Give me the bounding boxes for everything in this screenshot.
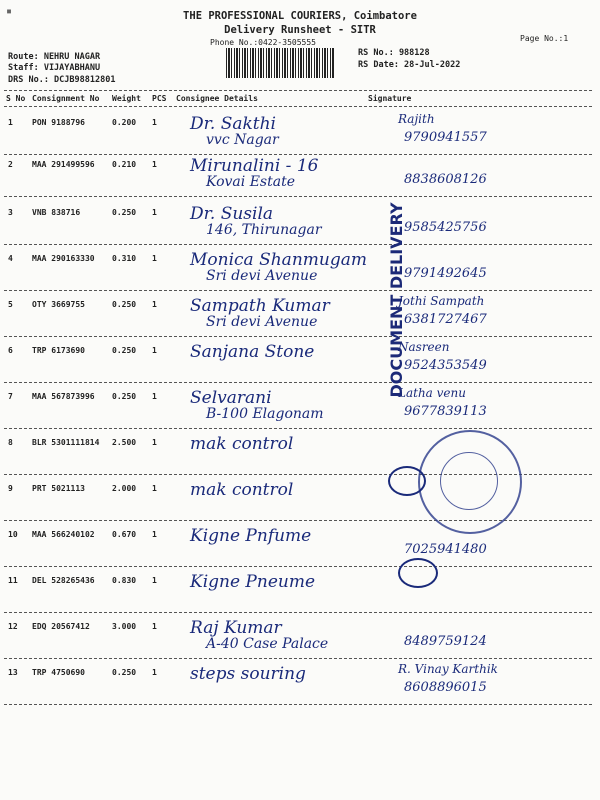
company-seal — [418, 430, 522, 534]
phone-handwritten: 9677839113 — [404, 404, 487, 419]
signature-handwritten: Rajith — [398, 112, 435, 126]
row-weight: 0.310 — [112, 254, 137, 263]
phone-handwritten: 9790941557 — [404, 130, 487, 145]
row-consignment-no: PRT 5021113 — [32, 484, 85, 493]
row-consignment-no: MAA 567873996 — [32, 392, 95, 401]
runsheet-title: Delivery Runsheet - SITR — [224, 24, 376, 36]
row-sno: 1 — [8, 118, 13, 127]
row-divider — [4, 154, 592, 155]
phone-handwritten: 9524353549 — [404, 358, 487, 373]
phone-handwritten: 7025941480 — [404, 542, 487, 557]
phone-handwritten: 9585425756 — [404, 220, 487, 235]
row-pcs: 1 — [152, 438, 157, 447]
row-divider — [4, 612, 592, 613]
rs-number: RS No.: 988128 — [358, 48, 430, 58]
row-divider — [4, 290, 592, 291]
row-pcs: 1 — [152, 668, 157, 677]
row-sno: 8 — [8, 438, 13, 447]
page-number: Page No.:1 — [520, 34, 569, 43]
barcode — [226, 48, 334, 78]
consignee-address-handwritten: A-40 Case Palace — [206, 636, 329, 652]
row-consignment-no: TRP 6173690 — [32, 346, 85, 355]
row-weight: 0.670 — [112, 530, 137, 539]
consignee-name-handwritten: Dr. Sakthi — [190, 114, 276, 134]
row-weight: 0.250 — [112, 346, 137, 355]
svg-text:DOCUMENT DELIVERY: DOCUMENT DELIVERY — [387, 202, 406, 398]
row-pcs: 1 — [152, 622, 157, 631]
consignee-address-handwritten: Sri devi Avenue — [206, 268, 318, 284]
consignee-address-handwritten: vvc Nagar — [206, 132, 279, 148]
consignee-name-handwritten: mak control — [190, 434, 294, 454]
row-sno: 9 — [8, 484, 13, 493]
consignee-name-handwritten: Kigne Pnfume — [190, 526, 312, 546]
signature-handwritten: R. Vinay Karthik — [398, 662, 498, 676]
consignee-name-handwritten: mak control — [190, 480, 294, 500]
row-weight: 0.830 — [112, 576, 137, 585]
row-consignment-no: MAA 566240102 — [32, 530, 95, 539]
header-rule-top — [4, 90, 592, 91]
col-consignee: Consignee Details — [176, 94, 258, 103]
consignee-address-handwritten: B-100 Elagonam — [206, 406, 324, 422]
row-sno: 13 — [8, 668, 18, 677]
phone-handwritten: 8608896015 — [404, 680, 487, 695]
drs-field: DRS No.: DCJB98812801 — [8, 75, 116, 85]
signature-handwritten: Latha venu — [398, 386, 466, 400]
col-pcs: PCS — [152, 94, 167, 103]
row-sno: 2 — [8, 160, 13, 169]
signature-handwritten: Jothi Sampath — [398, 294, 485, 308]
row-sno: 4 — [8, 254, 13, 263]
row-sno: 12 — [8, 622, 18, 631]
rs-date: RS Date: 28-Jul-2022 — [358, 60, 461, 70]
consignee-address-handwritten: Kovai Estate — [206, 174, 295, 190]
phone-handwritten: 6381727467 — [404, 312, 487, 327]
col-consignment: Consignment No — [32, 94, 100, 103]
row-divider — [4, 566, 592, 567]
row-consignment-no: MAA 291499596 — [32, 160, 95, 169]
col-signature: Signature — [368, 94, 412, 103]
consignee-name-handwritten: Mirunalini - 16 — [190, 156, 319, 176]
row-pcs: 1 — [152, 254, 157, 263]
row-divider — [4, 428, 592, 429]
row-pcs: 1 — [152, 300, 157, 309]
row-divider — [4, 244, 592, 245]
row-sno: 7 — [8, 392, 13, 401]
row-sno: 10 — [8, 530, 18, 539]
row-weight: 2.000 — [112, 484, 137, 493]
row-weight: 0.250 — [112, 392, 137, 401]
row-pcs: 1 — [152, 530, 157, 539]
row-pcs: 1 — [152, 392, 157, 401]
consignee-name-handwritten: Selvarani — [190, 388, 272, 408]
route-field: Route: NEHRU NAGAR — [8, 52, 101, 62]
corner-mark: ▪ — [6, 6, 13, 17]
phone-number: Phone No.:0422-3505555 — [210, 38, 316, 47]
row-sno: 3 — [8, 208, 13, 217]
row-pcs: 1 — [152, 160, 157, 169]
signature-handwritten: Nasreen — [398, 340, 450, 354]
consignee-name-handwritten: Dr. Susila — [190, 204, 274, 224]
row-pcs: 1 — [152, 118, 157, 127]
row-divider — [4, 336, 592, 337]
row-sno: 5 — [8, 300, 13, 309]
row-weight: 0.210 — [112, 160, 137, 169]
consignee-name-handwritten: Monica Shanmugam — [190, 250, 367, 270]
row-pcs: 1 — [152, 346, 157, 355]
consignee-address-handwritten: Sri devi Avenue — [206, 314, 318, 330]
consignee-name-handwritten: Kigne Pneume — [190, 572, 316, 592]
phone-handwritten: 8838608126 — [404, 172, 487, 187]
row-consignment-no: OTY 3669755 — [32, 300, 85, 309]
row-divider — [4, 658, 592, 659]
header-rule-bottom — [4, 106, 592, 107]
row-sno: 11 — [8, 576, 18, 585]
row-consignment-no: BLR 5301111814 — [32, 438, 100, 447]
row-consignment-no: EDQ 20567412 — [32, 622, 90, 631]
row-weight: 0.200 — [112, 118, 137, 127]
phone-handwritten: 9791492645 — [404, 266, 487, 281]
sign-circle-1 — [388, 466, 426, 496]
row-pcs: 1 — [152, 484, 157, 493]
row-weight: 3.000 — [112, 622, 137, 631]
phone-handwritten: 8489759124 — [404, 634, 487, 649]
row-consignment-no: TRP 4750690 — [32, 668, 85, 677]
consignee-name-handwritten: Raj Kumar — [190, 618, 282, 638]
row-consignment-no: DEL 528265436 — [32, 576, 95, 585]
row-weight: 2.500 — [112, 438, 137, 447]
col-sno: S No — [6, 94, 26, 103]
row-consignment-no: MAA 290163330 — [32, 254, 95, 263]
consignee-address-handwritten: 146, Thirunagar — [206, 222, 322, 238]
sign-circle-2 — [398, 558, 438, 588]
staff-field: Staff: VIJAYABHANU — [8, 63, 101, 73]
document-delivery-stamp — [382, 200, 422, 400]
company-title: THE PROFESSIONAL COURIERS, Coimbatore — [183, 10, 417, 22]
row-pcs: 1 — [152, 208, 157, 217]
row-weight: 0.250 — [112, 208, 137, 217]
col-weight: Weight — [112, 94, 141, 103]
row-divider — [4, 196, 592, 197]
row-weight: 0.250 — [112, 668, 137, 677]
consignee-name-handwritten: steps souring — [190, 664, 306, 684]
row-divider — [4, 382, 592, 383]
row-sno: 6 — [8, 346, 13, 355]
row-pcs: 1 — [152, 576, 157, 585]
row-consignment-no: VNB 838716 — [32, 208, 81, 217]
row-weight: 0.250 — [112, 300, 137, 309]
consignee-name-handwritten: Sanjana Stone — [190, 342, 315, 362]
row-divider — [4, 704, 592, 705]
consignee-name-handwritten: Sampath Kumar — [190, 296, 330, 316]
row-consignment-no: PON 9188796 — [32, 118, 85, 127]
